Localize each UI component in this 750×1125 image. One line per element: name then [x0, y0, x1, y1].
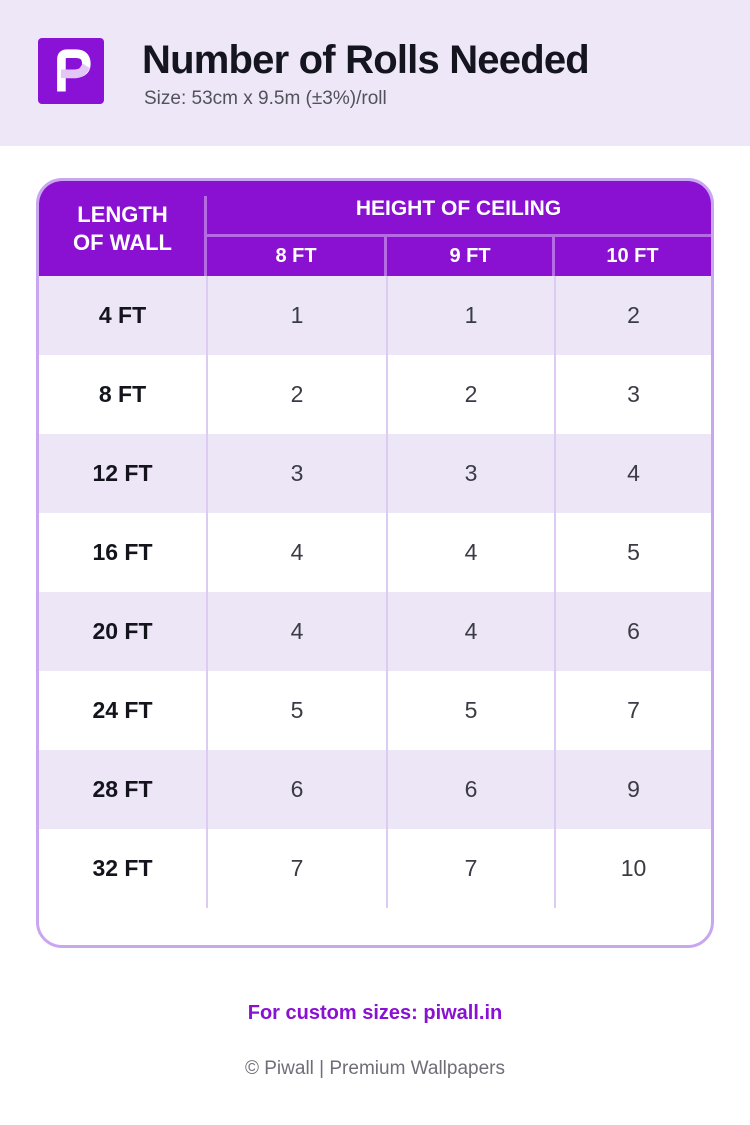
row-label: 28 FT	[92, 776, 153, 802]
header-divider-horizontal	[207, 234, 711, 237]
cell-value: 2	[554, 276, 711, 355]
cell-value: 2	[206, 355, 386, 434]
row-label: 20 FT	[92, 618, 153, 644]
table-row	[39, 750, 711, 829]
cell-value: 6	[206, 750, 386, 829]
cell-value: 9	[554, 750, 711, 829]
table-row	[39, 355, 711, 434]
table-header	[39, 181, 711, 276]
cell-value: 6	[386, 750, 554, 829]
col-header-9ft: 9 FT	[449, 244, 491, 267]
row-label: 4 FT	[98, 302, 147, 328]
piwall-p-icon	[48, 46, 94, 97]
cell-value: 2	[386, 355, 554, 434]
col-header-10ft: 10 FT	[606, 244, 659, 267]
cell-value: 4	[206, 513, 386, 592]
row-label: 8 FT	[98, 381, 147, 407]
cell-value: 7	[386, 829, 554, 908]
row-label: 24 FT	[92, 697, 153, 723]
page-subtitle: Size: 53cm x 9.5m (±3%)/roll	[144, 88, 387, 109]
col-header-8ft: 8 FT	[275, 244, 317, 267]
cell-value: 7	[206, 829, 386, 908]
cell-value: 4	[386, 513, 554, 592]
header-divider-vertical-col2	[552, 237, 555, 276]
table-row	[39, 592, 711, 671]
corner-header-line1: LENGTH	[77, 201, 168, 227]
row-label: 12 FT	[92, 460, 153, 486]
custom-sizes-link[interactable]: For custom sizes: piwall.in	[247, 1002, 503, 1024]
cell-value: 1	[386, 276, 554, 355]
cell-value: 10	[554, 829, 711, 908]
header-band	[0, 0, 750, 146]
table-row	[39, 671, 711, 750]
cell-value: 3	[206, 434, 386, 513]
page-title: Number of Rolls Needed	[142, 38, 589, 82]
rolls-table-card	[36, 178, 714, 948]
cell-value: 4	[206, 592, 386, 671]
cell-value: 5	[206, 671, 386, 750]
group-header-height-of-ceiling: HEIGHT OF CEILING	[355, 196, 562, 220]
cell-value: 3	[386, 434, 554, 513]
table-body	[39, 276, 711, 908]
cell-value: 3	[554, 355, 711, 434]
table-row	[39, 434, 711, 513]
piwall-logo	[38, 38, 104, 104]
cell-value: 4	[554, 434, 711, 513]
cell-value: 7	[554, 671, 711, 750]
copyright-text: © Piwall | Premium Wallpapers	[244, 1058, 506, 1079]
cell-value: 5	[554, 513, 711, 592]
row-label: 32 FT	[92, 855, 153, 881]
cell-value: 1	[206, 276, 386, 355]
cell-value: 5	[386, 671, 554, 750]
corner-header-length-of-wall	[39, 181, 206, 276]
table-row	[39, 513, 711, 592]
cell-value: 4	[386, 592, 554, 671]
table-row	[39, 829, 711, 908]
corner-header-line2: OF WALL	[73, 229, 172, 255]
header-divider-vertical-col1	[384, 237, 387, 276]
cell-value: 6	[554, 592, 711, 671]
row-label: 16 FT	[92, 539, 153, 565]
table-row	[39, 276, 711, 355]
